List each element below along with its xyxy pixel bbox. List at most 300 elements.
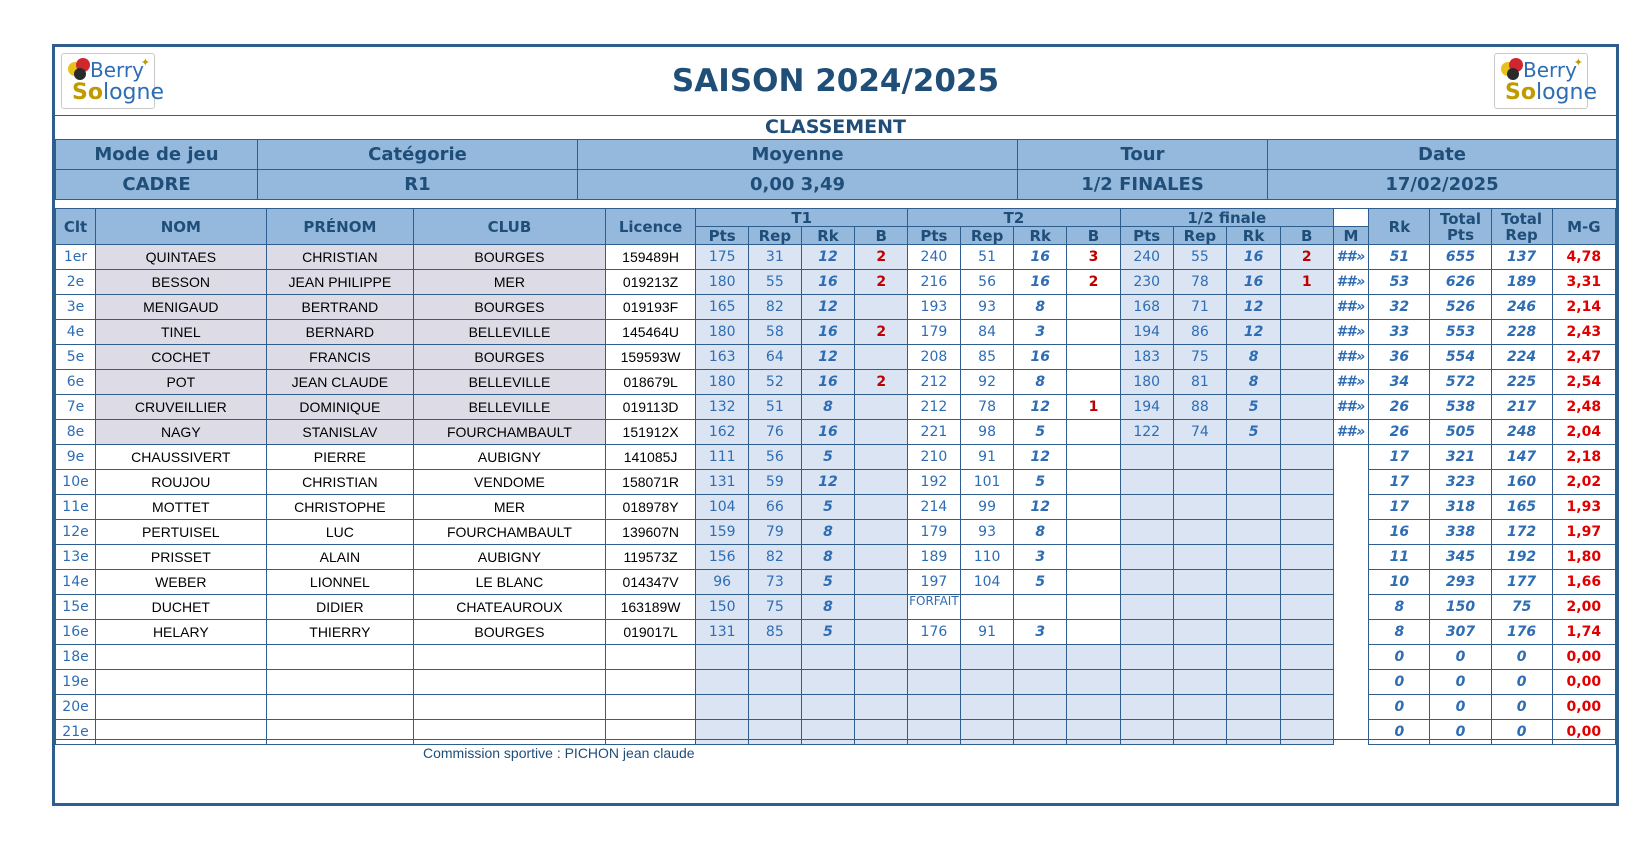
- m-cell: [1333, 495, 1369, 520]
- info-table: [55, 139, 1617, 200]
- t1-rk-cell: 8: [801, 395, 855, 420]
- club-cell: BELLEVILLE: [414, 370, 606, 395]
- t1-b-cell: [855, 345, 908, 370]
- mg-cell: 2,48: [1552, 395, 1615, 420]
- t2-rep-cell: 99: [960, 495, 1014, 520]
- t2-pts-cell: 179: [908, 320, 961, 345]
- table-row: [56, 420, 1616, 445]
- rk-total-cell: 26: [1369, 395, 1430, 420]
- mg-cell: 0,00: [1552, 695, 1615, 720]
- col-total-pts: Total Pts: [1430, 209, 1491, 245]
- rank-cell: 13e: [56, 545, 96, 570]
- t1-rep-cell: [749, 695, 802, 720]
- total-pts-cell: 626: [1430, 270, 1491, 295]
- nom-cell: HELARY: [96, 620, 267, 645]
- t2-b-cell: 2: [1067, 270, 1121, 295]
- t2-rk-cell: 3: [1014, 320, 1067, 345]
- t1-pts-cell: 162: [696, 420, 749, 445]
- t3-rep-cell: [1173, 545, 1227, 570]
- licence-cell: 019113D: [605, 395, 696, 420]
- licence-cell: 018679L: [605, 370, 696, 395]
- t2-pts-cell: 214: [908, 495, 961, 520]
- t3-rep-cell: 71: [1173, 295, 1227, 320]
- t2-b-cell: [1067, 345, 1121, 370]
- club-cell: BOURGES: [414, 295, 606, 320]
- t1-b-cell: [855, 445, 908, 470]
- total-rep-cell: 189: [1491, 270, 1552, 295]
- t1-rk-cell: 16: [801, 420, 855, 445]
- total-rep-cell: 0: [1491, 645, 1552, 670]
- t2-rk-cell: 12: [1014, 495, 1067, 520]
- table-row: [56, 695, 1616, 720]
- t1-rk-cell: 5: [801, 445, 855, 470]
- m-cell: ##»: [1333, 370, 1369, 395]
- ranking-table: [55, 208, 1616, 745]
- total-pts-cell: 345: [1430, 545, 1491, 570]
- prenom-cell: [266, 670, 413, 695]
- t3-rk-cell: [1227, 445, 1281, 470]
- rank-cell: 2e: [56, 270, 96, 295]
- rank-cell: 5e: [56, 345, 96, 370]
- berry-sologne-logo: ✦ Berry Sologne: [61, 53, 155, 109]
- total-pts-cell: 323: [1430, 470, 1491, 495]
- club-cell: BOURGES: [414, 345, 606, 370]
- col-total-rep: Total Rep: [1491, 209, 1552, 245]
- total-rep-cell: 0: [1491, 670, 1552, 695]
- t2-b-cell: [1067, 570, 1121, 595]
- date-label: Date: [1268, 140, 1617, 170]
- prenom-cell: LUC: [266, 520, 413, 545]
- club-cell: [414, 720, 606, 745]
- t3-rk-cell: [1227, 620, 1281, 645]
- t1-rk-cell: 8: [801, 545, 855, 570]
- col-t1-pts: Pts: [696, 227, 749, 245]
- total-pts-cell: 0: [1430, 720, 1491, 745]
- nom-cell: CRUVEILLIER: [96, 395, 267, 420]
- rk-total-cell: 36: [1369, 345, 1430, 370]
- prenom-cell: JEAN PHILIPPE: [266, 270, 413, 295]
- t2-rk-cell: 12: [1014, 445, 1067, 470]
- prenom-cell: CHRISTIAN: [266, 245, 413, 270]
- t3-b-cell: 2: [1280, 245, 1333, 270]
- table-row: [56, 670, 1616, 695]
- rank-cell: 18e: [56, 645, 96, 670]
- total-rep-cell: 246: [1491, 295, 1552, 320]
- rank-cell: 12e: [56, 520, 96, 545]
- t3-rep-cell: [1173, 645, 1227, 670]
- m-cell: ##»: [1333, 395, 1369, 420]
- t1-rk-cell: 16: [801, 320, 855, 345]
- t3-rk-cell: 12: [1227, 295, 1281, 320]
- t1-rk-cell: [801, 670, 855, 695]
- total-rep-cell: 217: [1491, 395, 1552, 420]
- club-cell: MER: [414, 270, 606, 295]
- club-cell: VENDOME: [414, 470, 606, 495]
- nom-cell: [96, 695, 267, 720]
- licence-cell: 159593W: [605, 345, 696, 370]
- prenom-cell: [266, 695, 413, 720]
- t2-rk-cell: [1014, 720, 1067, 745]
- m-cell: [1333, 645, 1369, 670]
- rank-cell: 21e: [56, 720, 96, 745]
- tour-label: Tour: [1018, 140, 1268, 170]
- t3-b-cell: [1280, 370, 1333, 395]
- t1-b-cell: [855, 545, 908, 570]
- t3-rep-cell: [1173, 670, 1227, 695]
- t2-pts-cell: [908, 695, 961, 720]
- col-t1-b: B: [855, 227, 908, 245]
- t1-rk-cell: 5: [801, 620, 855, 645]
- t1-rep-cell: 75: [749, 595, 802, 620]
- t2-rep-cell: 91: [960, 445, 1014, 470]
- t3-b-cell: [1280, 670, 1333, 695]
- section-title: CLASSEMENT: [55, 115, 1616, 140]
- t1-pts-cell: 104: [696, 495, 749, 520]
- t2-rep-cell: 56: [960, 270, 1014, 295]
- t1-b-cell: [855, 595, 908, 620]
- prenom-cell: DIDIER: [266, 595, 413, 620]
- club-cell: [414, 695, 606, 720]
- licence-cell: [605, 695, 696, 720]
- rk-total-cell: 8: [1369, 620, 1430, 645]
- mode-label: Mode de jeu: [56, 140, 258, 170]
- t2-rk-cell: 8: [1014, 295, 1067, 320]
- t2-rk-cell: [1014, 695, 1067, 720]
- t2-pts-cell: 193: [908, 295, 961, 320]
- prenom-cell: [266, 645, 413, 670]
- licence-cell: 018978Y: [605, 495, 696, 520]
- t3-pts-cell: 180: [1120, 370, 1173, 395]
- t3-b-cell: [1280, 445, 1333, 470]
- page-title: SAISON 2024/2025: [671, 63, 1000, 99]
- t3-rep-cell: [1173, 470, 1227, 495]
- rank-cell: 7e: [56, 395, 96, 420]
- col-clt: Clt: [56, 209, 96, 245]
- total-rep-cell: 176: [1491, 620, 1552, 645]
- t1-rk-cell: 12: [801, 345, 855, 370]
- prenom-cell: ALAIN: [266, 545, 413, 570]
- t3-rk-cell: [1227, 495, 1281, 520]
- nom-cell: COCHET: [96, 345, 267, 370]
- nom-cell: [96, 720, 267, 745]
- total-pts-cell: 307: [1430, 620, 1491, 645]
- mg-cell: 1,66: [1552, 570, 1615, 595]
- total-pts-cell: 321: [1430, 445, 1491, 470]
- t1-pts-cell: [696, 720, 749, 745]
- t2-rep-cell: [960, 645, 1014, 670]
- t3-rep-cell: [1173, 445, 1227, 470]
- t3-pts-cell: 230: [1120, 270, 1173, 295]
- prenom-cell: BERNARD: [266, 320, 413, 345]
- t3-rk-cell: 8: [1227, 370, 1281, 395]
- t2-rep-cell: 92: [960, 370, 1014, 395]
- t2-b-cell: 1: [1067, 395, 1121, 420]
- rank-cell: 9e: [56, 445, 96, 470]
- col-club: CLUB: [414, 209, 606, 245]
- total-rep-cell: 224: [1491, 345, 1552, 370]
- t3-rk-cell: 8: [1227, 345, 1281, 370]
- t3-rep-cell: [1173, 695, 1227, 720]
- t3-b-cell: [1280, 570, 1333, 595]
- rk-total-cell: 53: [1369, 270, 1430, 295]
- t3-b-cell: [1280, 495, 1333, 520]
- t1-b-cell: 2: [855, 320, 908, 345]
- t1-pts-cell: 150: [696, 595, 749, 620]
- table-row: [56, 545, 1616, 570]
- t1-rep-cell: 58: [749, 320, 802, 345]
- club-cell: BELLEVILLE: [414, 320, 606, 345]
- t3-rk-cell: [1227, 670, 1281, 695]
- t3-rk-cell: 12: [1227, 320, 1281, 345]
- prenom-cell: DOMINIQUE: [266, 395, 413, 420]
- rk-total-cell: 8: [1369, 595, 1430, 620]
- t3-b-cell: [1280, 595, 1333, 620]
- m-cell: ##»: [1333, 270, 1369, 295]
- t1-rk-cell: 16: [801, 270, 855, 295]
- t2-rk-cell: 5: [1014, 470, 1067, 495]
- t1-rk-cell: 12: [801, 245, 855, 270]
- t1-rep-cell: 66: [749, 495, 802, 520]
- club-cell: CHATEAUROUX: [414, 595, 606, 620]
- club-cell: BOURGES: [414, 620, 606, 645]
- rank-cell: 6e: [56, 370, 96, 395]
- rank-cell: 14e: [56, 570, 96, 595]
- t2-rep-cell: [960, 595, 1014, 620]
- t3-pts-cell: [1120, 545, 1173, 570]
- t3-pts-cell: 183: [1120, 345, 1173, 370]
- t3-b-cell: [1280, 320, 1333, 345]
- t1-rep-cell: 52: [749, 370, 802, 395]
- m-cell: ##»: [1333, 245, 1369, 270]
- t1-pts-cell: [696, 645, 749, 670]
- total-pts-cell: 150: [1430, 595, 1491, 620]
- col-semi-rk: Rk: [1227, 227, 1281, 245]
- total-rep-cell: 0: [1491, 695, 1552, 720]
- t2-pts-cell: 212: [908, 370, 961, 395]
- total-rep-cell: 75: [1491, 595, 1552, 620]
- mg-cell: 3,31: [1552, 270, 1615, 295]
- categorie-label: Catégorie: [258, 140, 578, 170]
- t3-rk-cell: [1227, 720, 1281, 745]
- t1-rep-cell: 82: [749, 545, 802, 570]
- t2-rk-cell: 16: [1014, 345, 1067, 370]
- table-row: [56, 320, 1616, 345]
- t1-rep-cell: 59: [749, 470, 802, 495]
- rk-total-cell: 16: [1369, 520, 1430, 545]
- t2-pts-cell: 210: [908, 445, 961, 470]
- total-pts-cell: 505: [1430, 420, 1491, 445]
- ranking-sheet: [52, 44, 1619, 806]
- prenom-cell: STANISLAV: [266, 420, 413, 445]
- table-row: [56, 620, 1616, 645]
- rk-total-cell: 11: [1369, 545, 1430, 570]
- t3-rep-cell: [1173, 495, 1227, 520]
- table-row: [56, 645, 1616, 670]
- t1-rep-cell: 76: [749, 420, 802, 445]
- t1-b-cell: [855, 695, 908, 720]
- t1-pts-cell: 180: [696, 320, 749, 345]
- t1-rep-cell: 31: [749, 245, 802, 270]
- m-cell: [1333, 670, 1369, 695]
- licence-cell: 163189W: [605, 595, 696, 620]
- t1-rk-cell: 12: [801, 295, 855, 320]
- t1-b-cell: [855, 495, 908, 520]
- col-semi-rep: Rep: [1173, 227, 1227, 245]
- t2-pts-cell: 240: [908, 245, 961, 270]
- rk-total-cell: 0: [1369, 695, 1430, 720]
- t2-rk-cell: 5: [1014, 420, 1067, 445]
- total-rep-cell: 172: [1491, 520, 1552, 545]
- t1-pts-cell: [696, 670, 749, 695]
- t2-rep-cell: [960, 670, 1014, 695]
- club-cell: [414, 670, 606, 695]
- t1-rep-cell: 82: [749, 295, 802, 320]
- t2-b-cell: [1067, 520, 1121, 545]
- licence-cell: 158071R: [605, 470, 696, 495]
- t2-pts-cell: 176: [908, 620, 961, 645]
- t3-rk-cell: [1227, 545, 1281, 570]
- t1-rk-cell: 5: [801, 570, 855, 595]
- t1-pts-cell: 180: [696, 270, 749, 295]
- mg-cell: 0,00: [1552, 670, 1615, 695]
- t2-rep-cell: 101: [960, 470, 1014, 495]
- mg-cell: 4,78: [1552, 245, 1615, 270]
- t3-b-cell: [1280, 470, 1333, 495]
- t2-rep-cell: 85: [960, 345, 1014, 370]
- t1-b-cell: 2: [855, 245, 908, 270]
- t3-pts-cell: 122: [1120, 420, 1173, 445]
- t1-b-cell: [855, 470, 908, 495]
- mg-cell: 2,02: [1552, 470, 1615, 495]
- t2-rep-cell: 110: [960, 545, 1014, 570]
- rk-total-cell: 33: [1369, 320, 1430, 345]
- rank-cell: 11e: [56, 495, 96, 520]
- t2-pts-cell: [908, 645, 961, 670]
- t3-b-cell: [1280, 295, 1333, 320]
- licence-cell: [605, 645, 696, 670]
- t2-rep-cell: 98: [960, 420, 1014, 445]
- t3-b-cell: [1280, 395, 1333, 420]
- club-cell: BOURGES: [414, 245, 606, 270]
- t2-b-cell: [1067, 420, 1121, 445]
- t3-pts-cell: [1120, 720, 1173, 745]
- m-cell: ##»: [1333, 320, 1369, 345]
- t3-pts-cell: [1120, 445, 1173, 470]
- table-row: [56, 595, 1616, 620]
- col-semi-pts: Pts: [1120, 227, 1173, 245]
- tour-value: 1/2 FINALES: [1018, 170, 1268, 200]
- nom-cell: [96, 670, 267, 695]
- t2-b-cell: 3: [1067, 245, 1121, 270]
- col-m: M: [1333, 227, 1369, 245]
- t3-pts-cell: [1120, 695, 1173, 720]
- footer-commission: Commission sportive : PICHON jean claude: [423, 745, 695, 761]
- nom-cell: BESSON: [96, 270, 267, 295]
- club-cell: FOURCHAMBAULT: [414, 420, 606, 445]
- table-row: [56, 445, 1616, 470]
- nom-cell: TINEL: [96, 320, 267, 345]
- t2-rep-cell: 84: [960, 320, 1014, 345]
- table-row: [56, 570, 1616, 595]
- table-row: [56, 270, 1616, 295]
- mode-value: CADRE: [56, 170, 258, 200]
- title-row: [55, 47, 1616, 116]
- mg-cell: 1,80: [1552, 545, 1615, 570]
- mg-cell: 0,00: [1552, 645, 1615, 670]
- t1-rk-cell: 16: [801, 370, 855, 395]
- date-value: 17/02/2025: [1268, 170, 1617, 200]
- nom-cell: MOTTET: [96, 495, 267, 520]
- t3-pts-cell: [1120, 520, 1173, 545]
- t1-rep-cell: [749, 670, 802, 695]
- rk-total-cell: 34: [1369, 370, 1430, 395]
- t1-rep-cell: 79: [749, 520, 802, 545]
- rk-total-cell: 17: [1369, 470, 1430, 495]
- nom-cell: QUINTAES: [96, 245, 267, 270]
- t3-rep-cell: [1173, 595, 1227, 620]
- m-cell: ##»: [1333, 420, 1369, 445]
- table-row: [56, 395, 1616, 420]
- t1-pts-cell: 175: [696, 245, 749, 270]
- t2-pts-cell: 216: [908, 270, 961, 295]
- t1-rep-cell: 64: [749, 345, 802, 370]
- m-cell: [1333, 520, 1369, 545]
- categorie-value: R1: [258, 170, 578, 200]
- total-pts-cell: 0: [1430, 670, 1491, 695]
- t1-pts-cell: 131: [696, 470, 749, 495]
- t2-rk-cell: 12: [1014, 395, 1067, 420]
- t1-b-cell: [855, 670, 908, 695]
- table-row: [56, 720, 1616, 745]
- licence-cell: 019017L: [605, 620, 696, 645]
- col-t1: T1: [696, 209, 908, 227]
- t3-rep-cell: 78: [1173, 270, 1227, 295]
- t2-pts-cell: 192: [908, 470, 961, 495]
- club-cell: AUBIGNY: [414, 445, 606, 470]
- rank-cell: 3e: [56, 295, 96, 320]
- club-cell: BELLEVILLE: [414, 395, 606, 420]
- t3-rk-cell: 16: [1227, 270, 1281, 295]
- t1-b-cell: [855, 295, 908, 320]
- total-pts-cell: 572: [1430, 370, 1491, 395]
- t2-b-cell: [1067, 645, 1121, 670]
- t1-pts-cell: 111: [696, 445, 749, 470]
- t3-pts-cell: [1120, 620, 1173, 645]
- t1-b-cell: [855, 720, 908, 745]
- t3-b-cell: [1280, 645, 1333, 670]
- t3-rk-cell: [1227, 645, 1281, 670]
- total-pts-cell: 554: [1430, 345, 1491, 370]
- t3-rep-cell: 55: [1173, 245, 1227, 270]
- footer-divider: [55, 739, 1616, 740]
- prenom-cell: [266, 720, 413, 745]
- t1-pts-cell: [696, 695, 749, 720]
- t3-pts-cell: [1120, 670, 1173, 695]
- t3-b-cell: 1: [1280, 270, 1333, 295]
- t2-b-cell: [1067, 320, 1121, 345]
- t1-rk-cell: 12: [801, 470, 855, 495]
- t2-pts-cell: 197: [908, 570, 961, 595]
- t1-rk-cell: [801, 645, 855, 670]
- t2-pts-cell: 179: [908, 520, 961, 545]
- t3-b-cell: [1280, 420, 1333, 445]
- t1-rk-cell: 5: [801, 495, 855, 520]
- nom-cell: PERTUISEL: [96, 520, 267, 545]
- t2-b-cell: [1067, 295, 1121, 320]
- mg-cell: 2,54: [1552, 370, 1615, 395]
- t1-b-cell: 2: [855, 270, 908, 295]
- t2-b-cell: [1067, 620, 1121, 645]
